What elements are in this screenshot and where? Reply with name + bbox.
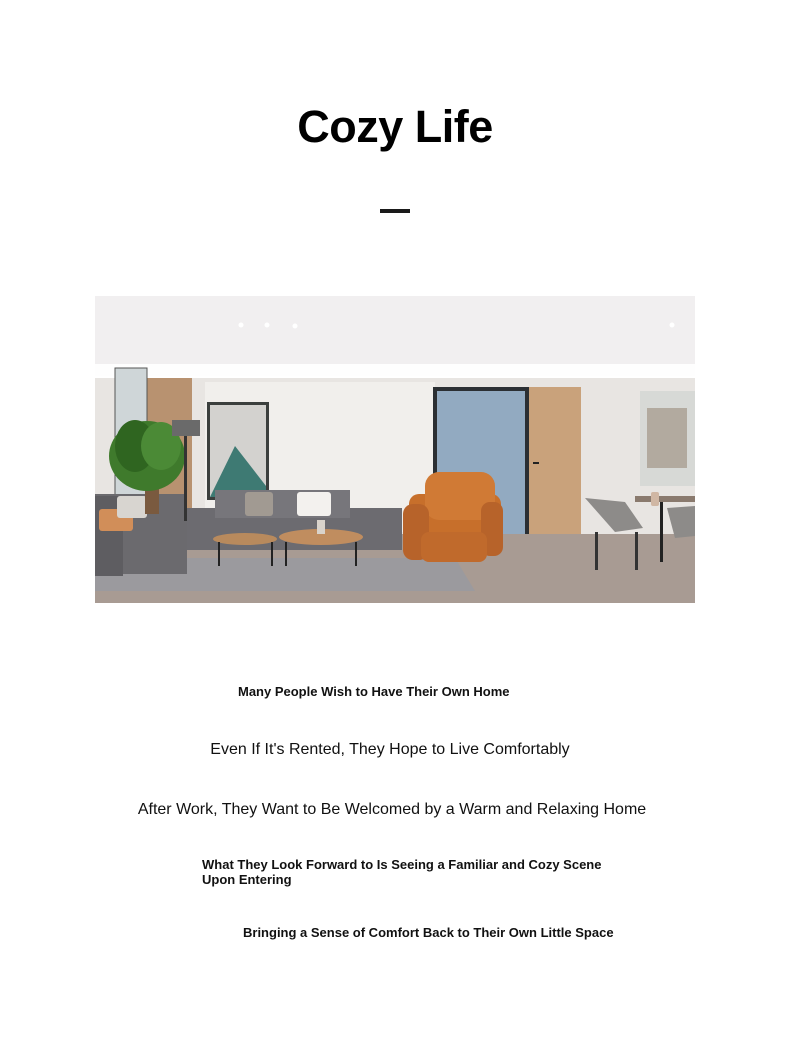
text-line-4: What They Look Forward to Is Seeing a Familiar and Cozy Scene Upon Entering bbox=[202, 857, 602, 887]
text-line-2: Even If It's Rented, They Hope to Live Comfortably bbox=[210, 741, 570, 758]
title-divider bbox=[380, 209, 410, 213]
page-title: Cozy Life bbox=[297, 101, 493, 152]
living-room-photo bbox=[95, 296, 695, 603]
text-line-1: Many People Wish to Have Their Own Home bbox=[238, 684, 510, 699]
text-line-3: After Work, They Want to Be Welcomed by a Warm and Relaxing Home bbox=[137, 801, 647, 818]
text-line-5: Bringing a Sense of Comfort Back to Their Own Little Space bbox=[243, 925, 614, 940]
